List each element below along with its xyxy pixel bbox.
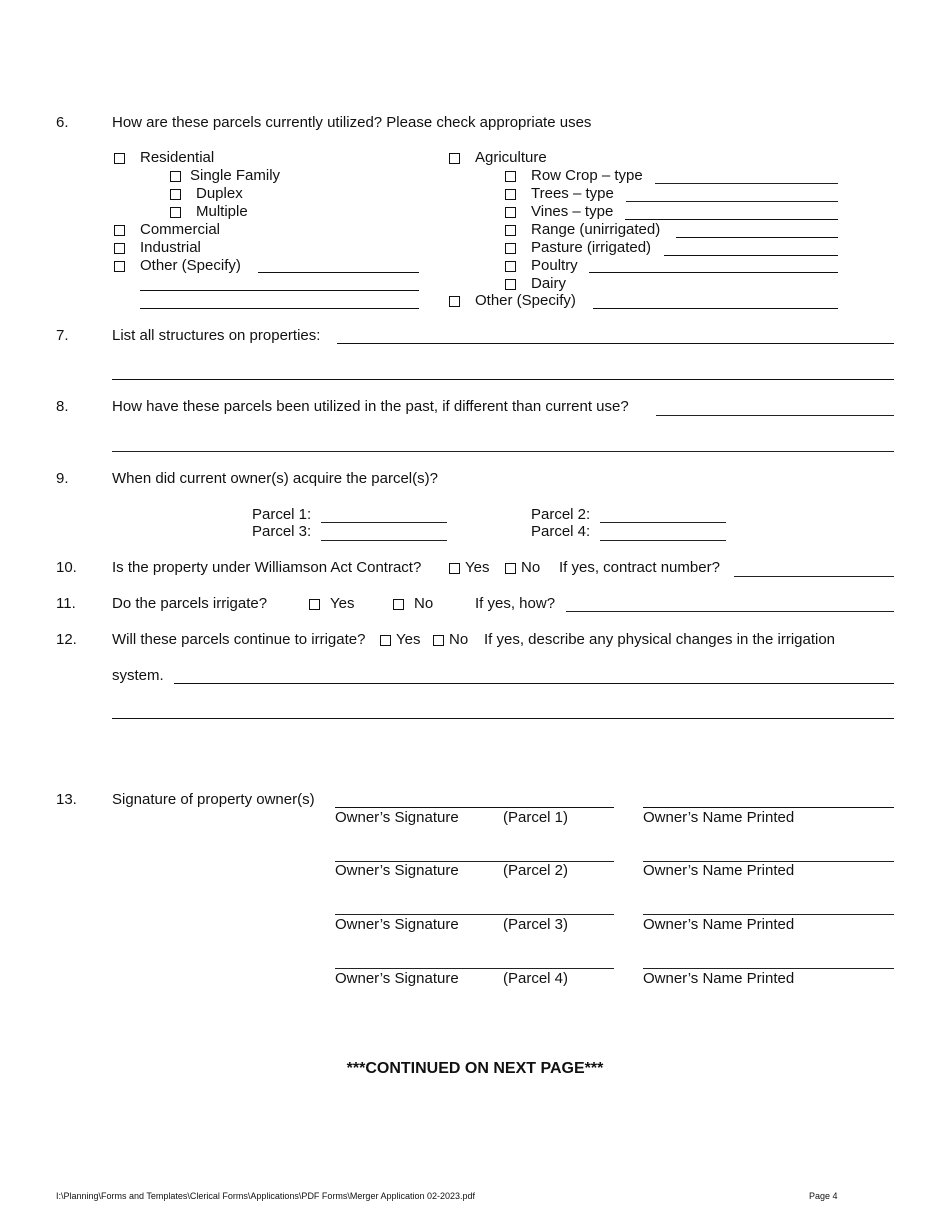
residential-checkbox[interactable] <box>114 153 125 164</box>
parcel-label: (Parcel 1) <box>503 809 569 826</box>
contract-number-field[interactable] <box>734 576 894 577</box>
row-crop-field[interactable] <box>655 183 838 184</box>
pasture-checkbox[interactable] <box>505 243 516 254</box>
q9-number: 9. <box>56 470 69 487</box>
irrigation-changes-field[interactable] <box>174 683 894 684</box>
continue-irrigate-no-checkbox[interactable] <box>433 635 444 646</box>
row-crop-checkbox[interactable] <box>505 171 516 182</box>
range-checkbox[interactable] <box>505 225 516 236</box>
irrigation-system-label: system. <box>112 667 164 684</box>
poultry-checkbox[interactable] <box>505 261 516 272</box>
structures-field-line2[interactable] <box>112 379 894 380</box>
agriculture-label: Agriculture <box>475 149 547 166</box>
vines-checkbox[interactable] <box>505 207 516 218</box>
q11-question: Do the parcels irrigate? <box>112 595 268 612</box>
past-use-field[interactable] <box>656 415 894 416</box>
commercial-label: Commercial <box>140 221 221 238</box>
irrigate-yes-checkbox[interactable] <box>309 599 320 610</box>
residential-label: Residential <box>140 149 215 166</box>
commercial-checkbox[interactable] <box>114 225 125 236</box>
owner-name-field[interactable] <box>643 968 894 969</box>
q12-number: 12. <box>56 631 77 648</box>
other-left-field-line3[interactable] <box>140 308 419 309</box>
duplex-label: Duplex <box>196 185 243 202</box>
q9-question: When did current owner(s) acquire the parcel(s)? <box>112 470 438 487</box>
owner-name-field[interactable] <box>643 914 894 915</box>
pasture-field[interactable] <box>664 255 838 256</box>
dairy-label: Dairy <box>531 275 567 292</box>
williamson-yes-checkbox[interactable] <box>449 563 460 574</box>
q6-question: How are these parcels currently utilized? Please check appropriate uses <box>112 114 592 131</box>
williamson-no-checkbox[interactable] <box>505 563 516 574</box>
q6-number: 6. <box>56 114 69 131</box>
parcel3-date-field[interactable] <box>321 540 447 541</box>
other-right-checkbox[interactable] <box>449 296 460 307</box>
q12-question: Will these parcels continue to irrigate? <box>112 631 366 648</box>
dairy-checkbox[interactable] <box>505 279 516 290</box>
irrigate-no-checkbox[interactable] <box>393 599 404 610</box>
industrial-checkbox[interactable] <box>114 243 125 254</box>
structures-field[interactable] <box>337 343 894 344</box>
poultry-label: Poultry <box>531 257 578 274</box>
q10-number: 10. <box>56 559 77 576</box>
contract-number-label: If yes, contract number? <box>559 559 720 576</box>
owner-signature-label: Owner’s Signature <box>335 862 459 879</box>
poultry-field[interactable] <box>589 272 838 273</box>
continue-irrigate-no-label: No <box>449 631 469 648</box>
continued-notice: ***CONTINUED ON NEXT PAGE*** <box>346 1060 604 1077</box>
irrigate-how-label: If yes, how? <box>475 595 556 612</box>
range-field[interactable] <box>676 237 838 238</box>
parcel-label: (Parcel 4) <box>503 970 569 987</box>
q7-number: 7. <box>56 327 69 344</box>
owner-signature-label: Owner’s Signature <box>335 916 459 933</box>
trees-field[interactable] <box>626 201 838 202</box>
footer-page-number: Page 4 <box>809 1191 838 1201</box>
row-crop-label: Row Crop – type <box>531 167 643 184</box>
owner-signature-label: Owner’s Signature <box>335 809 459 826</box>
irrigation-changes-label: If yes, describe any physical changes in the irrigation <box>484 631 836 648</box>
irrigate-yes-label: Yes <box>330 595 355 612</box>
irrigate-how-field[interactable] <box>566 611 894 612</box>
owner-name-label: Owner’s Name Printed <box>643 970 795 987</box>
parcel2-date-field[interactable] <box>600 522 726 523</box>
industrial-label: Industrial <box>140 239 201 256</box>
vines-label: Vines – type <box>531 203 614 220</box>
continue-irrigate-yes-label: Yes <box>396 631 421 648</box>
williamson-no-label: No <box>521 559 541 576</box>
range-label: Range (unirrigated) <box>531 221 661 238</box>
trees-checkbox[interactable] <box>505 189 516 200</box>
williamson-yes-label: Yes <box>465 559 490 576</box>
parcel-label: (Parcel 2) <box>503 862 569 879</box>
q13-question: Signature of property owner(s) <box>112 791 315 808</box>
irrigate-no-label: No <box>414 595 434 612</box>
trees-label: Trees – type <box>531 185 614 202</box>
other-right-label: Other (Specify) <box>475 292 576 309</box>
single-family-label: Single Family <box>190 167 281 184</box>
other-right-field[interactable] <box>593 308 838 309</box>
owner-name-label: Owner’s Name Printed <box>643 862 795 879</box>
single-family-checkbox[interactable] <box>170 171 181 182</box>
q10-question: Is the property under Williamson Act Contract? <box>112 559 422 576</box>
owner-signature-field[interactable] <box>335 914 614 915</box>
q13-number: 13. <box>56 791 77 808</box>
owner-signature-label: Owner’s Signature <box>335 970 459 987</box>
owner-signature-field[interactable] <box>335 807 614 808</box>
owner-signature-field[interactable] <box>335 968 614 969</box>
other-left-field-line2[interactable] <box>140 290 419 291</box>
q11-number: 11. <box>56 595 76 612</box>
footer-file-path: I:\Planning\Forms and Templates\Clerical Forms\Applications\PDF Forms\Merger Application 02-2023.pdf <box>56 1191 476 1201</box>
parcel2-label: Parcel 2: <box>531 506 591 523</box>
pasture-label: Pasture (irrigated) <box>531 239 652 256</box>
continue-irrigate-yes-checkbox[interactable] <box>380 635 391 646</box>
q8-question: How have these parcels been utilized in the past, if different than current use? <box>112 398 629 415</box>
parcel1-label: Parcel 1: <box>252 506 312 523</box>
multiple-label: Multiple <box>196 203 248 220</box>
parcel-label: (Parcel 3) <box>503 916 569 933</box>
owner-name-label: Owner’s Name Printed <box>643 916 795 933</box>
duplex-checkbox[interactable] <box>170 189 181 200</box>
parcel4-label: Parcel 4: <box>531 523 591 540</box>
parcel4-date-field[interactable] <box>600 540 726 541</box>
parcel3-label: Parcel 3: <box>252 523 312 540</box>
q8-number: 8. <box>56 398 69 415</box>
other-left-label: Other (Specify) <box>140 257 241 274</box>
owner-name-field[interactable] <box>643 807 894 808</box>
irrigation-changes-field-line2[interactable] <box>112 718 894 719</box>
multiple-checkbox[interactable] <box>170 207 181 218</box>
other-left-checkbox[interactable] <box>114 261 125 272</box>
other-left-field[interactable] <box>258 272 419 273</box>
vines-field[interactable] <box>625 219 838 220</box>
owner-name-label: Owner’s Name Printed <box>643 809 795 826</box>
agriculture-checkbox[interactable] <box>449 153 460 164</box>
past-use-field-line2[interactable] <box>112 451 894 452</box>
parcel1-date-field[interactable] <box>321 522 447 523</box>
q7-question: List all structures on properties: <box>112 327 321 344</box>
